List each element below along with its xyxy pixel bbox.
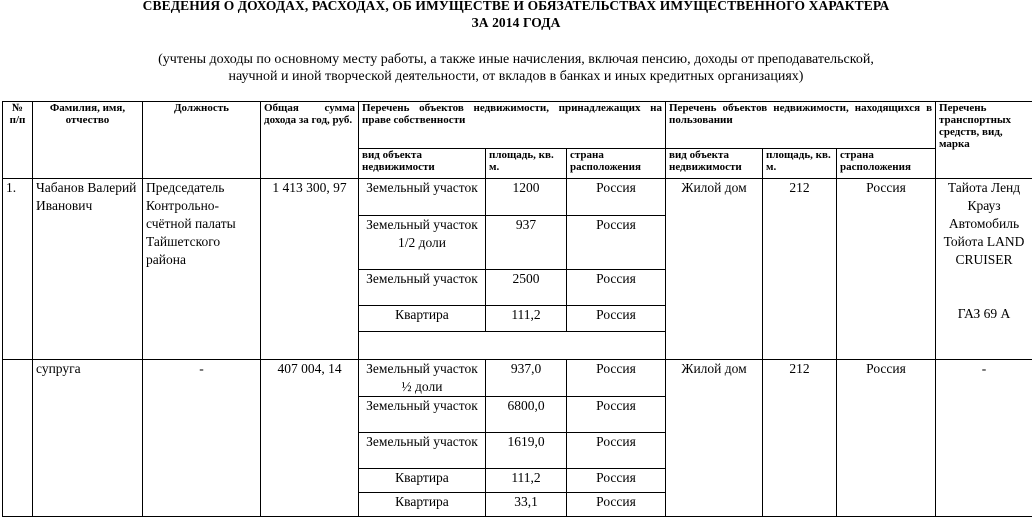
- owned-type: Земельный участок: [359, 179, 486, 216]
- header-income: Общая сумма дохода за год, руб.: [261, 102, 359, 179]
- person-position: -: [143, 359, 261, 516]
- vehicle: ГАЗ 69 А: [936, 305, 1032, 359]
- document-subtitle: (учтены доходы по основному месту работы, а также иные начисления, включая пенсию, доходы от преподавательской,: [0, 51, 1032, 68]
- vehicle: -: [936, 359, 1032, 516]
- owned-type: Земельный участок 1/2 доли: [359, 215, 486, 269]
- income-declaration-table: [2, 101, 1032, 517]
- header-used-type: вид объекта недвижимости: [666, 149, 763, 179]
- owned-type: Земельный участок: [359, 432, 486, 468]
- owned-country: Россия: [567, 468, 666, 492]
- header-owned-area: площадь, кв. м.: [486, 149, 567, 179]
- person-name: супруга: [33, 359, 143, 516]
- person-name: Чабанов Валерий Иванович: [33, 179, 143, 360]
- header-used-country: страна расположения: [837, 149, 936, 179]
- vehicle: Тайота Ленд Крауз: [936, 179, 1032, 216]
- owned-area: 1200: [486, 179, 567, 216]
- owned-type: Земельный участок ½ доли: [359, 359, 486, 396]
- owned-country: Россия: [567, 269, 666, 305]
- header-position: Должность: [143, 102, 261, 179]
- used-area: 212: [763, 359, 837, 516]
- owned-type: Земельный участок: [359, 396, 486, 432]
- header-vehicles: Перечень транспортных средств, вид, марка: [936, 102, 1032, 179]
- owned-country: Россия: [567, 359, 666, 396]
- owned-country: Россия: [567, 179, 666, 216]
- document-title-year: ЗА 2014 ГОДА: [0, 14, 1032, 31]
- owned-area: 2500: [486, 269, 567, 305]
- used-area: 212: [763, 179, 837, 360]
- header-name: Фамилия, имя, отчество: [33, 102, 143, 179]
- used-type: Жилой дом: [666, 179, 763, 360]
- owned-type: Земельный участок: [359, 269, 486, 305]
- owned-country: Россия: [567, 396, 666, 432]
- header-owned-country: страна расположения: [567, 149, 666, 179]
- owned-area: 937,0: [486, 359, 567, 396]
- document-subtitle-cont: научной и иной творческой деятельности, от вкладов в банках и иных кредитных организациях): [0, 68, 1032, 85]
- header-used-group: Перечень объектов недвижимости, находящихся в пользовании: [666, 102, 936, 149]
- vehicle: Автомобиль Тойота LAND CRUISER: [936, 215, 1032, 305]
- owned-country: Россия: [567, 215, 666, 269]
- owned-country: Россия: [567, 305, 666, 331]
- empty-cell: [486, 331, 567, 359]
- header-owned-group: Перечень объектов недвижимости, принадлежащих на праве собственности: [359, 102, 666, 149]
- document-title: СВЕДЕНИЯ О ДОХОДАХ, РАСХОДАХ, ОБ ИМУЩЕСТВЕ И ОБЯЗАТЕЛЬСТВАХ ИМУЩЕСТВЕННОГО ХАРАКТЕРА: [0, 0, 1032, 14]
- header-num: № п/п: [3, 102, 33, 179]
- owned-area: 33,1: [486, 492, 567, 516]
- used-country: Россия: [837, 359, 936, 516]
- header-used-area: площадь, кв. м.: [763, 149, 837, 179]
- owned-type: Квартира: [359, 305, 486, 331]
- owned-country: Россия: [567, 492, 666, 516]
- owned-country: Россия: [567, 432, 666, 468]
- person-position: Председатель Контрольно-счётной палаты Тайшетского района: [143, 179, 261, 360]
- person-income: 407 004, 14: [261, 359, 359, 516]
- owned-type: Квартира: [359, 468, 486, 492]
- owned-area: 111,2: [486, 305, 567, 331]
- row-num: 1.: [3, 179, 33, 360]
- owned-area: 111,2: [486, 468, 567, 492]
- header-owned-type: вид объекта недвижимости: [359, 149, 486, 179]
- empty-cell: [567, 331, 666, 359]
- owned-type: Квартира: [359, 492, 486, 516]
- owned-area: 1619,0: [486, 432, 567, 468]
- empty-cell: [359, 331, 486, 359]
- owned-area: 937: [486, 215, 567, 269]
- table-row: [3, 359, 1032, 396]
- owned-area: 6800,0: [486, 396, 567, 432]
- person-income: 1 413 300, 97: [261, 179, 359, 360]
- row-num: [3, 359, 33, 516]
- table-row: [3, 179, 1032, 216]
- used-type: Жилой дом: [666, 359, 763, 516]
- used-country: Россия: [837, 179, 936, 360]
